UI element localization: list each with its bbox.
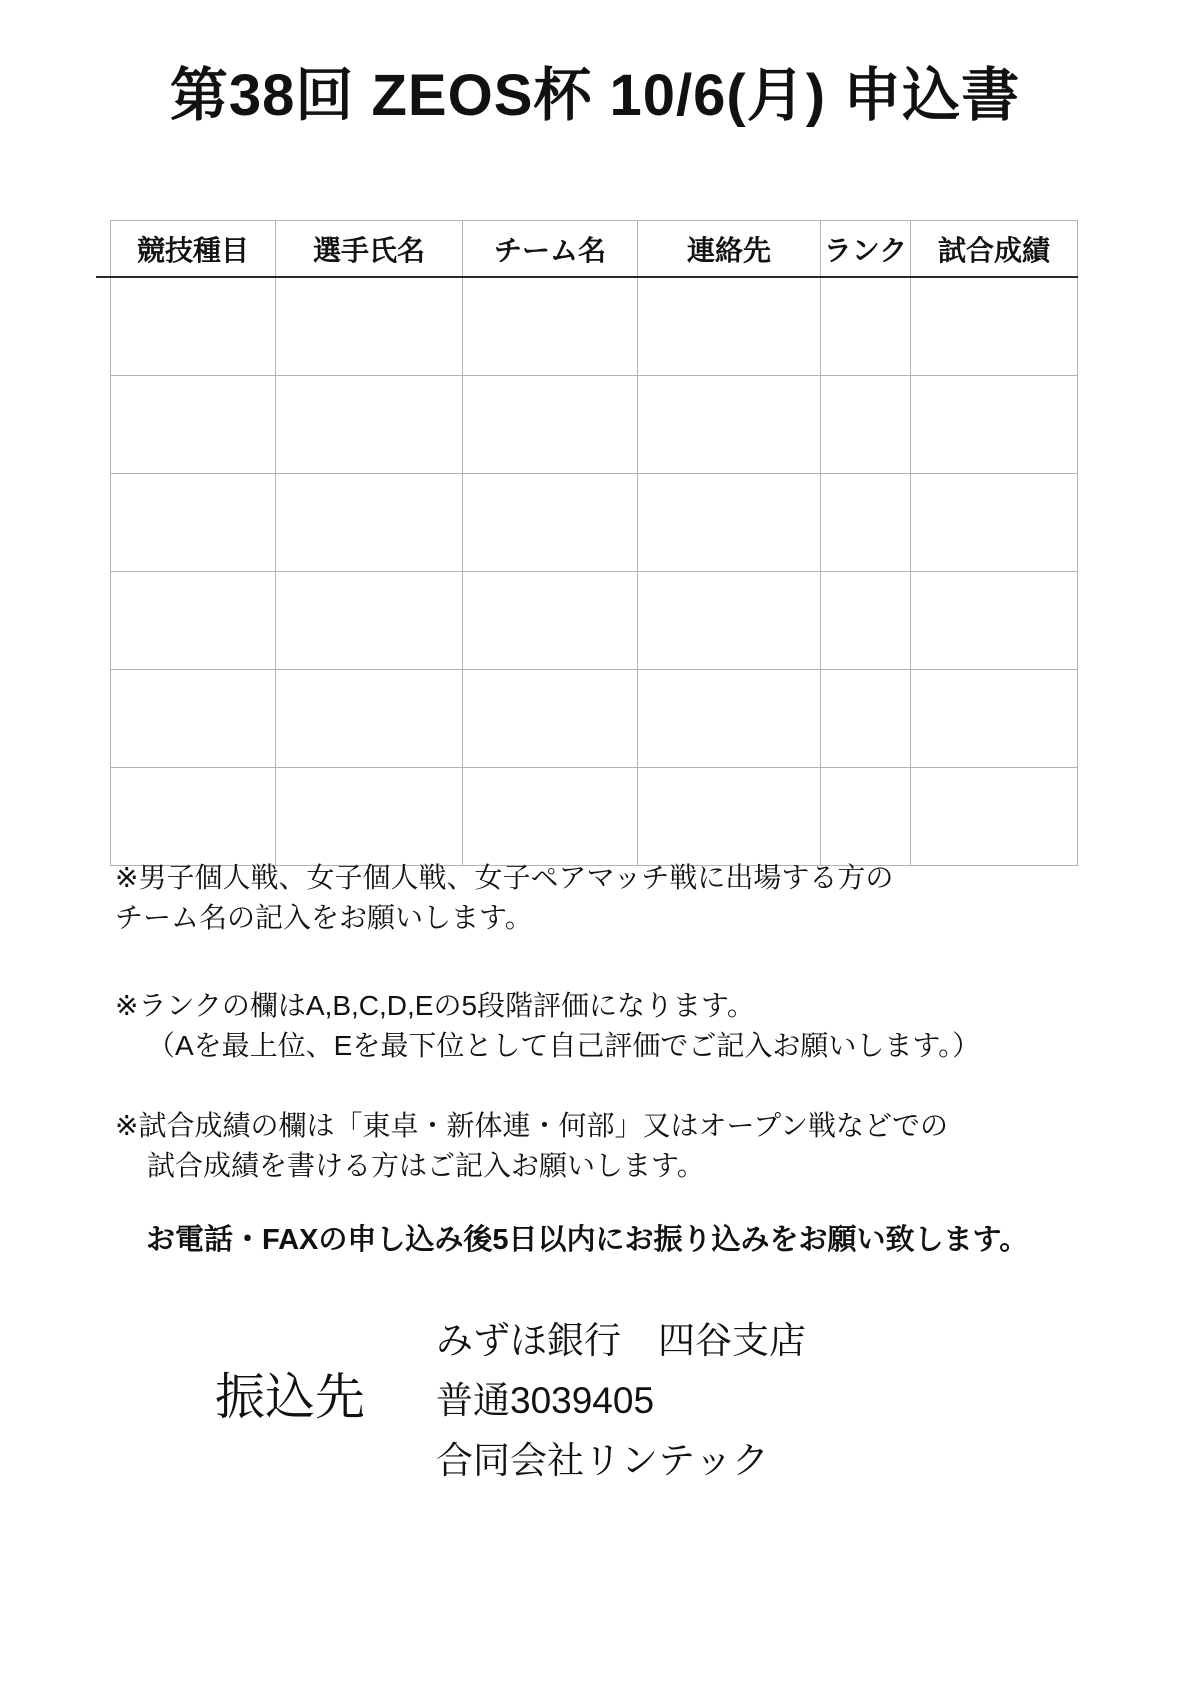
bank-details: [436, 1311, 806, 1491]
entry-table: [110, 220, 1078, 866]
column-header-2: 選手氏名: [276, 221, 463, 278]
entry-cell: [463, 767, 638, 865]
entry-cell: [276, 473, 463, 571]
entry-cell: [276, 669, 463, 767]
entry-cell: [638, 375, 821, 473]
entry-cell: [911, 473, 1078, 571]
bank-branch-line: みずほ銀行 四谷支店: [436, 1320, 806, 1361]
entry-cell: [638, 277, 821, 375]
note-line: ※試合成績の欄は「東卓・新体連・何部」又はオープン戦などでの: [115, 1110, 948, 1141]
entry-cell: [911, 669, 1078, 767]
entry-cell: [638, 473, 821, 571]
form-title: 第38回 ZEOS杯 10/6(月) 申込書: [169, 63, 1021, 128]
entry-row: [111, 277, 1078, 375]
column-header-5: ランク: [821, 221, 911, 278]
column-header-6: 試合成績: [911, 221, 1078, 278]
entry-cell: [463, 277, 638, 375]
entry-table-header-row: [111, 221, 1078, 278]
entry-cell: [111, 277, 276, 375]
entry-cell: [111, 669, 276, 767]
entry-cell: [111, 767, 276, 865]
transfer-destination-label: 振込先: [215, 1369, 365, 1425]
note-team-name: [115, 858, 893, 938]
note-line: ※男子個人戦、女子個人戦、女子ペアマッチ戦に出場する方の: [115, 862, 894, 893]
entry-cell: [821, 473, 911, 571]
entry-row: [111, 571, 1078, 669]
header-underline-extension: [96, 276, 112, 278]
entry-table-body: [111, 277, 1078, 865]
account-holder-line: 合同会社リンテック: [436, 1440, 769, 1481]
note-line: （Aを最上位、Eを最下位として自己評価でご記入お願いします。）: [147, 1030, 981, 1061]
entry-cell: [911, 767, 1078, 865]
entry-row: [111, 669, 1078, 767]
note-rank: [115, 986, 980, 1066]
entry-row: [111, 767, 1078, 865]
entry-cell: [821, 375, 911, 473]
entry-cell: [821, 277, 911, 375]
note-line: チーム名の記入をお願いします。: [115, 902, 533, 933]
entry-cell: [463, 571, 638, 669]
entry-cell: [463, 473, 638, 571]
entry-cell: [821, 571, 911, 669]
entry-cell: [821, 669, 911, 767]
entry-cell: [111, 571, 276, 669]
note-line: ※ランクの欄はA,B,C,D,Eの5段階評価になります。: [115, 990, 755, 1021]
entry-row: [111, 473, 1078, 571]
entry-cell: [911, 375, 1078, 473]
entry-row: [111, 375, 1078, 473]
note-match-results: [115, 1106, 948, 1186]
payment-deadline-notice: お電話・FAXの申し込み後5日以内にお振り込みをお願い致します。: [146, 1224, 1029, 1256]
column-header-4: 連絡先: [638, 221, 821, 278]
entry-cell: [911, 571, 1078, 669]
entry-cell: [276, 767, 463, 865]
entry-cell: [276, 375, 463, 473]
note-line: 試合成績を書ける方はご記入お願いします。: [147, 1150, 705, 1181]
entry-cell: [638, 571, 821, 669]
entry-cell: [276, 277, 463, 375]
entry-cell: [276, 571, 463, 669]
entry-cell: [638, 669, 821, 767]
entry-cell: [111, 473, 276, 571]
account-number-line: 普通3039405: [436, 1380, 655, 1421]
entry-cell: [111, 375, 276, 473]
entry-cell: [463, 375, 638, 473]
column-header-3: チーム名: [463, 221, 638, 278]
entry-cell: [638, 767, 821, 865]
entry-cell: [463, 669, 638, 767]
entry-cell: [911, 277, 1078, 375]
column-header-1: 競技種目: [111, 221, 276, 278]
entry-cell: [821, 767, 911, 865]
